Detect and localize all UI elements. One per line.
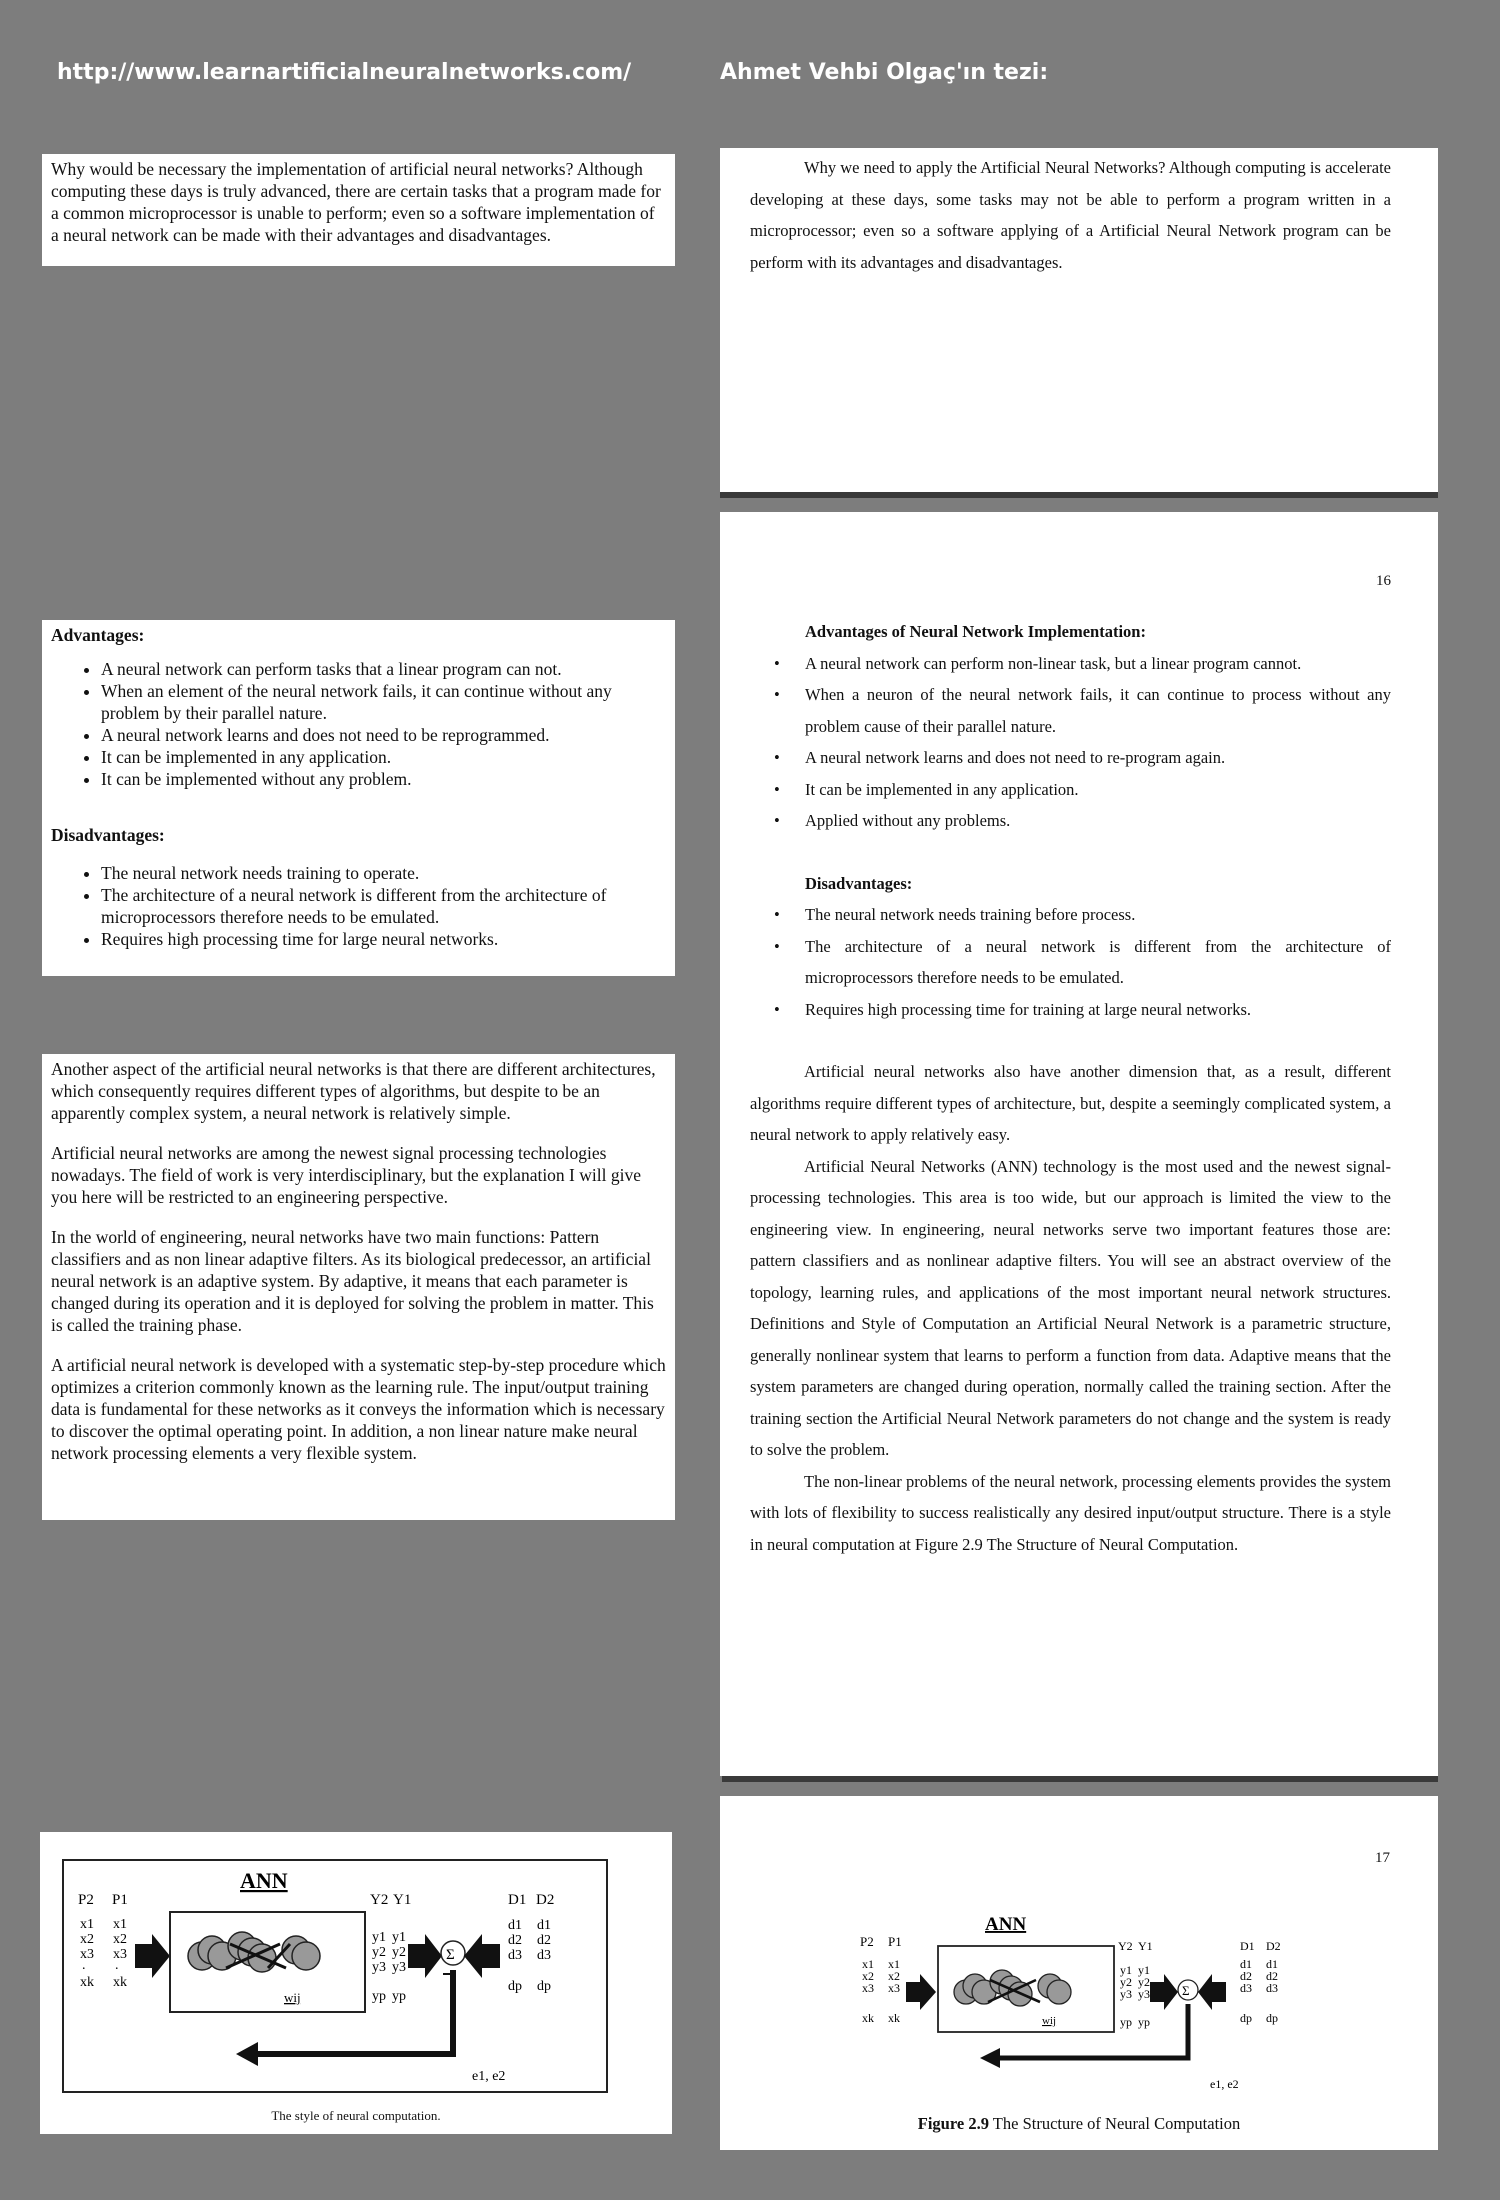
right-page-17: [720, 1796, 1438, 2150]
target-column-1: [1240, 1957, 1252, 2025]
y2-label: y2: [392, 1945, 406, 1960]
target-arrow: [464, 1934, 500, 1978]
x1-label: x1: [80, 1917, 94, 1932]
x2-label: x2: [80, 1932, 94, 1947]
y1-label: y1: [1138, 1963, 1150, 1977]
right-ann-diagram: [850, 1906, 1320, 2106]
neuron-cluster: [188, 1932, 320, 1972]
right-source-title: Ahmet Vehbi Olgaç'ın tezi:: [720, 60, 1049, 85]
left-intro-text: Why would be necessary the implementation of artificial neural networks? Although computing these days is truly advanced, there are certain tasks that a program made for a common microprocessor is unable to perform; even so a software implementation of a neural network can be made with their advantages and disadvantages.: [51, 159, 661, 245]
right-advantages-title: Advantages of Neural Network Implementation:: [805, 622, 1146, 641]
input-column-p1: [113, 1917, 127, 1990]
x1-label: x1: [888, 1957, 900, 1971]
target-column-2: [1266, 1957, 1278, 2025]
dp-label: dp: [1266, 2011, 1278, 2025]
list-item: • The neural network needs training to operate.: [101, 862, 666, 884]
d2-label: D2: [536, 1892, 555, 1908]
yp-label: yp: [1138, 2015, 1150, 2029]
d3-label: d3: [1240, 1981, 1252, 1995]
list-item: • A neural network learns and does not need to be reprogrammed.: [101, 724, 666, 746]
xk-label: xk: [80, 1975, 94, 1990]
list-item: • A neural network can perform tasks that a linear program can not.: [101, 658, 666, 680]
right-page-16: [720, 512, 1438, 1776]
xk-label: xk: [862, 2011, 874, 2025]
dp-label: dp: [1240, 2011, 1252, 2025]
d3-label: d3: [537, 1948, 551, 1963]
x2-label: x2: [888, 1969, 900, 1983]
list-item: • A neural network learns and does not need to re-program again.: [750, 742, 1391, 774]
dp-label: dp: [508, 1979, 522, 1994]
input-column-p2: [862, 1957, 874, 2025]
d1-label: D1: [1240, 1939, 1255, 1953]
output-column-2: [392, 1930, 406, 2004]
input-column-p2: [80, 1917, 94, 1990]
left-figure-box: [40, 1832, 672, 2134]
left-advantages-box: [42, 620, 675, 976]
page-number-17: 17: [1375, 1850, 1390, 1866]
list-item: • When an element of the neural network fails, it can continue without any problem by their parallel nature.: [101, 680, 666, 724]
diagram-title: ANN: [240, 1868, 288, 1893]
svg-text:.: .: [115, 1958, 119, 1973]
yp-label: yp: [1120, 2015, 1132, 2029]
output-arrow: [408, 1934, 442, 1978]
left-paragraph-3: In the world of engineering, neural networks have two main functions: Pattern classifiers and as non linear adaptive filters. As its biological predecessor, an artificial neural network is an adaptive system. By adaptive, it means that each parameter is changed during its operation and it is deployed for solving the problem in matter. This is called the training phase.: [51, 1227, 654, 1335]
right-page-16-content: [750, 616, 1391, 1560]
figure-number: Figure 2.9: [917, 2114, 989, 2133]
list-item: • When a neuron of the neural network fails, it can continue to process without any problem cause of their parallel nature.: [750, 679, 1391, 742]
y2-label: y2: [1120, 1975, 1132, 1989]
y3-label: y3: [392, 1960, 406, 1975]
y1-label: y1: [372, 1930, 386, 1945]
y3-label: y3: [1138, 1987, 1150, 2001]
x2-label: x2: [113, 1932, 127, 1947]
output-column-1: [1120, 1963, 1132, 2029]
left-intro-box: [42, 154, 675, 266]
y1-label: y1: [1120, 1963, 1132, 1977]
right-paragraph-3: The non-linear problems of the neural network, processing elements provides the system with lots of flexibility to success realistically any desired input/output structure. There is a style in neural computation at Figure 2.9 The Structure of Neural Computation.: [750, 1471, 1391, 1554]
weights-label: wij: [284, 1990, 301, 2005]
y2-label: Y2: [1118, 1939, 1133, 1953]
output-arrow: [1150, 1974, 1178, 2010]
d2-label: D2: [1266, 1939, 1281, 1953]
target-column-2: [537, 1918, 551, 1994]
error-label: e1, e2: [1210, 2077, 1239, 2091]
y1-label: Y1: [393, 1892, 412, 1908]
d2-label: d2: [1240, 1969, 1252, 1983]
error-label: e1, e2: [472, 2069, 506, 2084]
left-disadvantages-list: [51, 862, 666, 950]
p2-label: P2: [78, 1892, 94, 1908]
list-item: • The architecture of a neural network is different from the architecture of microprocessors therefore needs to be emulated.: [101, 884, 666, 928]
x2-label: x2: [862, 1969, 874, 1983]
weights-label: wij: [1042, 2015, 1057, 2027]
yp-label: yp: [372, 1989, 386, 2004]
figure-caption-text: The Structure of Neural Computation: [992, 2114, 1241, 2133]
feedback-arrow: [236, 2042, 258, 2066]
x3-label: x3: [80, 1947, 94, 1962]
p1-label: P1: [888, 1934, 902, 1949]
y2-label: y2: [372, 1945, 386, 1960]
target-column-1: [508, 1918, 522, 1994]
right-paragraph-2: Artificial Neural Networks (ANN) technology is the most used and the newest signal-processing technologies. This area is too wide, but our approach is limited the view to the engineering view. In engineering, neural networks serve two important features those are: pattern classifiers and as nonlinear adaptive filters. You will see an abstract overview of the topology, learning rules, and applications of the most important neural network structures. Definitions and Style of Computation an Artificial Neural Network is a parametric structure, generally nonlinear system that learns to perform a function from data. Adaptive means that the system parameters are changed during operation, normally called the training section. After the training section the Artificial Neural Network parameters do not change and the system is ready to solve the problem.: [750, 1156, 1391, 1459]
x3-label: x3: [113, 1947, 127, 1962]
d1-label: d1: [1240, 1957, 1252, 1971]
list-item: • A neural network can perform non-linear task, but a linear program cannot.: [750, 648, 1391, 680]
left-source-url: http://www.learnartificialneuralnetworks.com/: [57, 60, 632, 85]
right-disadvantages-list: [750, 899, 1391, 1025]
d1-label: d1: [508, 1918, 522, 1933]
left-paragraph-4: A artificial neural network is developed with a systematic step-by-step procedure which optimizes a criterion commonly known as the learning rule. The input/output training data is fundamental for these networks as it conveys the information which is necessary to discover the optimal operating point. In addition, a non linear nature make neural network processing elements a very flexible system.: [51, 1355, 666, 1463]
p1-label: P1: [112, 1892, 128, 1908]
left-figure-caption: The style of neural computation.: [271, 2108, 441, 2123]
x1-label: x1: [113, 1917, 127, 1932]
list-item: • It can be implemented in any application.: [750, 774, 1391, 806]
list-item: • The architecture of a neural network is different from the architecture of microprocessors therefore needs to be emulated.: [750, 931, 1391, 994]
p2-label: P2: [860, 1934, 874, 1949]
left-advantages-title: Advantages:: [51, 625, 145, 645]
neuron-cluster: [954, 1970, 1071, 2006]
x1-label: x1: [862, 1957, 874, 1971]
d2-label: d2: [1266, 1969, 1278, 1983]
list-item: • Requires high processing time for training at large neural networks.: [750, 994, 1391, 1026]
left-paragraph-2: Artificial neural networks are among the newest signal processing technologies nowadays. The field of work is very interdisciplinary, but the explanation I will give you here will be restricted to an engineering perspective.: [51, 1143, 641, 1207]
output-column-1: [372, 1930, 386, 2004]
x3-label: x3: [888, 1981, 900, 1995]
feedback-line: [1000, 2004, 1188, 2058]
left-ann-diagram: [40, 1832, 672, 2134]
page-shadow: [722, 1776, 1438, 1782]
xk-label: xk: [888, 2011, 900, 2025]
d2-label: d2: [508, 1933, 522, 1948]
x3-label: x3: [862, 1981, 874, 1995]
list-item: • It can be implemented without any problem.: [101, 768, 666, 790]
left-advantages-list: [51, 658, 666, 790]
svg-text:.: .: [82, 1958, 86, 1973]
d2-label: d2: [537, 1933, 551, 1948]
target-arrow: [1198, 1974, 1226, 2010]
sigma-label: Σ: [1182, 1983, 1190, 1998]
list-item: • Applied without any problems.: [750, 805, 1391, 837]
right-figure-caption: [720, 2114, 1438, 2134]
y3-label: y3: [1120, 1987, 1132, 2001]
sigma-label: Σ: [446, 1947, 455, 1963]
yp-label: yp: [392, 1989, 406, 2004]
list-item: • The neural network needs training before process.: [750, 899, 1391, 931]
y3-label: y3: [372, 1960, 386, 1975]
d3-label: d3: [508, 1948, 522, 1963]
left-paragraph-1: Another aspect of the artificial neural networks is that there are different architectures, which consequently requires different types of algorithms, but despite to be an apparently complex system, a neural network is relatively simple.: [51, 1059, 656, 1123]
right-disadvantages-title: Disadvantages:: [805, 873, 913, 893]
y1-label: y1: [392, 1930, 406, 1945]
input-column-p1: [888, 1957, 900, 2025]
y2-label: y2: [1138, 1975, 1150, 1989]
d3-label: d3: [1266, 1981, 1278, 1995]
y2-label: Y2: [370, 1892, 389, 1908]
left-paragraphs-box: [42, 1054, 675, 1520]
right-intro-text: Why we need to apply the Artificial Neural Networks? Although computing is accelerate developing at these days, some tasks may not be able to perform a program written in a microprocessor; even so a software applying of a Artificial Neural Network program can be perform with its advantages and disadvantages.: [750, 158, 1391, 272]
diagram-title: ANN: [985, 1914, 1027, 1935]
d1-label: d1: [1266, 1957, 1278, 1971]
d1-label: D1: [508, 1892, 527, 1908]
dp-label: dp: [537, 1979, 551, 1994]
output-column-2: [1138, 1963, 1150, 2029]
list-item: • Requires high processing time for large neural networks.: [101, 928, 666, 950]
right-page-15: [720, 148, 1438, 494]
feedback-arrow: [980, 2048, 1000, 2068]
d1-label: d1: [537, 1918, 551, 1933]
list-item: • It can be implemented in any application.: [101, 746, 666, 768]
right-paragraph-1: Artificial neural networks also have another dimension that, as a result, different algorithms require different types of architecture, but, despite a seemingly complicated system, a neural network to apply relatively easy.: [750, 1062, 1391, 1144]
page-number-16: 16: [1376, 573, 1391, 589]
page-shadow: [720, 492, 1438, 498]
right-advantages-list: [750, 648, 1391, 837]
xk-label: xk: [113, 1975, 127, 1990]
y1-label: Y1: [1138, 1939, 1153, 1953]
input-arrow: [135, 1934, 170, 1978]
input-arrow: [906, 1974, 936, 2010]
left-disadvantages-title: Disadvantages:: [51, 825, 165, 845]
